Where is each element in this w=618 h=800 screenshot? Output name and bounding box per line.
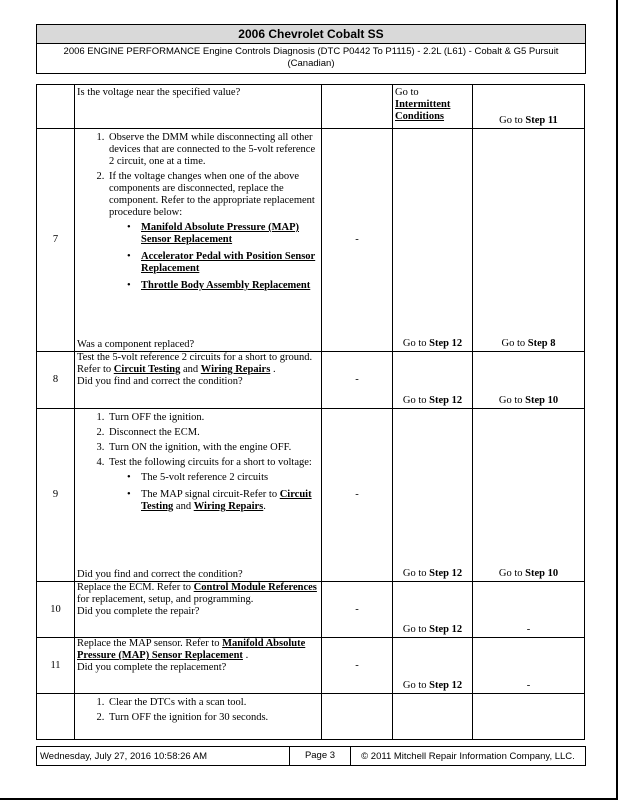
step-number-cell: 10: [37, 582, 75, 638]
no-step: Step 8: [527, 338, 556, 349]
no-cell: [473, 129, 585, 352]
yes-step: Step 12: [429, 568, 463, 579]
yes-prefix: Go to: [395, 87, 419, 98]
question-text: Is the voltage near the specified value?: [77, 87, 241, 98]
print-date: Wednesday, July 27, 2016 10:58:26 AM: [40, 750, 208, 762]
circuit-testing-link[interactable]: Circuit Testing: [141, 489, 312, 512]
question-text: Did you find and correct the condition?: [77, 376, 243, 387]
list-item-text: If the voltage changes when one of the above components are disconnected, replace the component. Refer to the appropriate replacement procedure below:: [109, 171, 315, 218]
yes-step: Step 12: [429, 395, 463, 406]
yes-cell: [393, 85, 473, 129]
wiring-repairs-link[interactable]: Wiring Repairs: [193, 501, 264, 512]
question-text: Did you complete the repair?: [77, 606, 200, 617]
list-item: [139, 489, 319, 513]
step-number-cell: [37, 85, 75, 129]
no-step: Step 10: [525, 568, 559, 579]
no-prefix: Go to: [498, 395, 523, 406]
action-cell: [75, 352, 322, 409]
list-item: 2. Disconnect the ECM.: [107, 427, 319, 439]
procedure-list: [109, 222, 319, 292]
step-number-cell: [37, 694, 75, 740]
list-item: [139, 280, 319, 292]
table-row: [37, 85, 585, 129]
value-cell: -: [322, 582, 393, 638]
document-header: [36, 24, 586, 74]
yes-prefix: Go to: [402, 395, 427, 406]
no-prefix: Go to: [501, 338, 526, 349]
copyright: © 2011 Mitchell Repair Information Company, LLC.: [361, 750, 575, 762]
no-cell: [473, 352, 585, 409]
control-module-references-link[interactable]: Control Module References: [193, 582, 317, 593]
list-item: 1. Clear the DTCs with a scan tool.: [107, 697, 319, 709]
value-cell: -: [322, 129, 393, 352]
yes-cell: [393, 129, 473, 352]
yes-step: Step 12: [429, 624, 463, 635]
list-item: 3. Turn ON the ignition, with the engine OFF.: [107, 442, 319, 454]
value-cell: [322, 694, 393, 740]
action-cell: [75, 582, 322, 638]
map-sensor-replacement-link[interactable]: Manifold Absolute Pressure (MAP) Sensor Replacement: [77, 638, 306, 661]
question-text: Was a component replaced?: [77, 339, 195, 350]
page-number: Page 3: [289, 747, 351, 765]
list-item: • The 5-volt reference 2 circuits: [139, 472, 319, 484]
yes-prefix: Go to: [402, 624, 427, 635]
action-text: Replace the ECM. Refer to: [77, 582, 192, 593]
period-text: .: [263, 501, 266, 512]
value-cell: -: [322, 352, 393, 409]
no-cell: -: [473, 582, 585, 638]
action-cell: [75, 85, 322, 129]
list-item: [107, 171, 319, 292]
action-text: Replace the MAP sensor. Refer to: [77, 638, 220, 649]
value-cell: -: [322, 638, 393, 694]
yes-step: Step 12: [429, 680, 463, 691]
document-footer: [36, 746, 586, 766]
step-number-cell: 8: [37, 352, 75, 409]
table-row: [37, 694, 585, 740]
no-cell: -: [473, 638, 585, 694]
list-item-text: Test the following circuits for a short to voltage:: [109, 457, 312, 468]
no-step: Step 11: [525, 115, 558, 126]
instruction-list: [77, 697, 319, 724]
list-item: 1. Turn OFF the ignition.: [107, 412, 319, 424]
list-item-text: The MAP signal circuit-Refer to: [141, 489, 278, 500]
step-number-cell: 9: [37, 409, 75, 582]
no-cell: [473, 694, 585, 740]
action-text: Test the 5-volt reference 2 circuits for a short to ground. Refer to: [77, 352, 313, 375]
circuit-testing-link[interactable]: Circuit Testing: [113, 364, 181, 375]
yes-step: Step 12: [429, 338, 463, 349]
wiring-repairs-link[interactable]: Wiring Repairs: [200, 364, 271, 375]
table-row: [37, 129, 585, 352]
intermittent-conditions-link[interactable]: Intermittent Conditions: [395, 99, 451, 122]
no-step: Step 10: [525, 395, 559, 406]
table-row: [37, 409, 585, 582]
document-subtitle: 2006 ENGINE PERFORMANCE Engine Controls Diagnosis (DTC P0442 To P1115) - 2.2L (L61) - Cobalt & G5 Pursuit (Canadian): [63, 46, 559, 69]
action-cell: [75, 129, 322, 352]
table-row: [37, 638, 585, 694]
period-text: .: [272, 364, 276, 375]
period-text: .: [245, 650, 249, 661]
list-item: [139, 222, 319, 246]
table-row: [37, 352, 585, 409]
yes-cell: [393, 352, 473, 409]
step-number-cell: 7: [37, 129, 75, 352]
no-prefix: Go to: [498, 568, 523, 579]
yes-cell: [393, 694, 473, 740]
no-prefix: Go to: [499, 115, 523, 126]
table-row: [37, 582, 585, 638]
instruction-list: [77, 132, 319, 292]
yes-cell: [393, 638, 473, 694]
list-item: [139, 251, 319, 275]
list-item: 2. Turn OFF the ignition for 30 seconds.: [107, 712, 319, 724]
question-text: Did you complete the replacement?: [77, 662, 227, 673]
action-cell: [75, 694, 322, 740]
and-text: and: [182, 364, 199, 375]
list-item: 1. Observe the DMM while disconnecting all other devices that are connected to the 5-volt reference 2 circuit, one at a time.: [107, 132, 319, 168]
question-text: Did you find and correct the condition?: [77, 569, 243, 580]
list-item: [107, 457, 319, 513]
no-cell: [473, 409, 585, 582]
step-number-cell: 11: [37, 638, 75, 694]
action-cell: [75, 409, 322, 582]
circuit-list: [109, 472, 319, 513]
no-cell: [473, 85, 585, 129]
value-cell: [322, 85, 393, 129]
map-sensor-replacement-link[interactable]: Manifold Absolute Pressure (MAP) Sensor Replacement: [141, 222, 299, 245]
yes-prefix: Go to: [402, 338, 427, 349]
diagnostic-steps-table: [36, 84, 585, 740]
document-title: 2006 Chevrolet Cobalt SS: [37, 25, 585, 44]
and-text: and: [175, 501, 192, 512]
accelerator-pedal-replacement-link[interactable]: Accelerator Pedal with Position Sensor Replacement: [141, 251, 316, 274]
yes-prefix: Go to: [402, 568, 427, 579]
yes-cell: [393, 409, 473, 582]
yes-cell: [393, 582, 473, 638]
throttle-body-replacement-link[interactable]: Throttle Body Assembly Replacement: [141, 280, 311, 291]
yes-prefix: Go to: [402, 680, 427, 691]
value-cell: -: [322, 409, 393, 582]
action-text: for replacement, setup, and programming.: [77, 594, 254, 605]
instruction-list: [77, 412, 319, 513]
action-cell: [75, 638, 322, 694]
